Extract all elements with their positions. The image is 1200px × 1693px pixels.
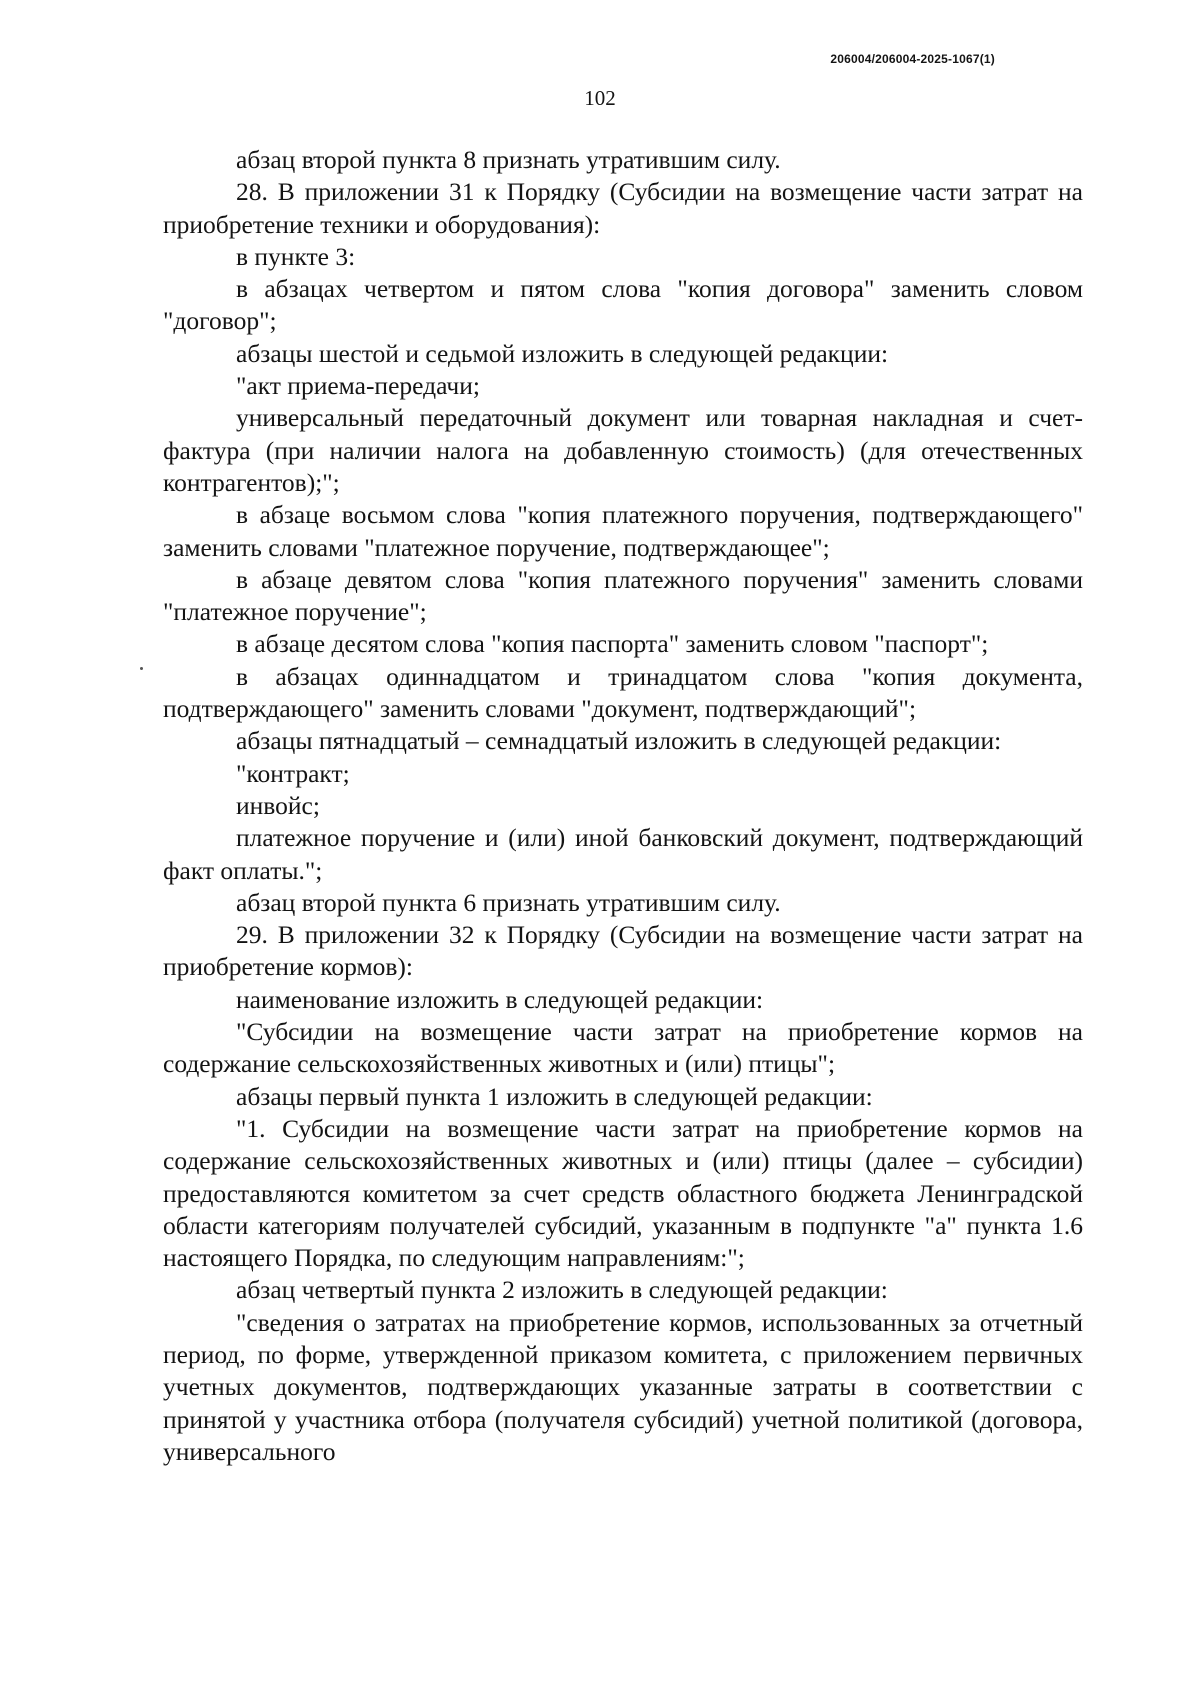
paragraph: "Субсидии на возмещение части затрат на приобретение кормов на содержание сельскохозяйственных животных и (или) птицы"; <box>163 1017 1083 1079</box>
scan-speck <box>140 667 143 670</box>
paragraph: абзацы шестой и седьмой изложить в следующей редакции: <box>236 338 889 368</box>
paragraph: в абзацах одиннадцатом и тринадцатом слова "копия документа, подтверждающего" заменить словами "документ, подтверждающий"; <box>163 661 1083 724</box>
paragraph: "акт приема-передачи; <box>236 371 480 401</box>
page-number: 102 <box>584 86 616 110</box>
paragraph: 29. В приложении 32 к Порядку (Субсидии на возмещение части затрат на приобретение кормов): <box>163 920 1083 982</box>
paragraph: универсальный передаточный документ или товарная накладная и счет-фактура (при наличии налога на добавленную стоимость) (для отечественных контрагентов);"; <box>163 403 1083 497</box>
paragraph: наименование изложить в следующей редакции: <box>236 984 764 1014</box>
paragraph: "сведения о затратах на приобретение кормов, использованных за отчетный период, по форме, утвержденной приказом комитета, с приложением первичных учетных документов, подтверждающих указанные затраты в соответствии с принятой у участника отбора (получателя субсидий) учетной политикой (договора, универсального <box>163 1307 1083 1466</box>
paragraph: абзац четвертый пункта 2 изложить в следующей редакции: <box>236 1275 888 1305</box>
paragraph: в абзаце восьмом слова "копия платежного поручения, подтверждающего" заменить словами "платежное поручение, подтверждающее"; <box>163 500 1083 562</box>
paragraph: абзацы первый пункта 1 изложить в следующей редакции: <box>236 1081 873 1111</box>
document-registration-number: 206004/206004-2025-1067(1) <box>830 52 995 66</box>
paragraph: в абзаце девятом слова "копия платежного поручения" заменить словами "платежное поручение"; <box>163 564 1083 627</box>
paragraph: "1. Субсидии на возмещение части затрат на приобретение кормов на содержание сельскохозяйственных животных и (или) птицы (далее – субсидии) предоставляются комитетом за счет средств областного бюджета Ленинградской области категориям получателей субсидий, указанным в подпункте "а" пункта 1.6 настоящего Порядка, по следующим направлениям:"; <box>163 1113 1083 1273</box>
paragraph: инвойс; <box>236 790 320 820</box>
paragraph: в абзацах четвертом и пятом слова "копия договора" заменить словом "договор"; <box>163 274 1083 336</box>
paragraph: 28. В приложении 31 к Порядку (Субсидии на возмещение части затрат на приобретение техники и оборудования): <box>163 177 1083 239</box>
paragraph: абзац второй пункта 6 признать утратившим силу. <box>236 887 781 917</box>
paragraph: "контракт; <box>236 758 350 788</box>
paragraph: абзац второй пункта 8 признать утратившим силу. <box>236 145 781 174</box>
paragraph: абзацы пятнадцатый – семнадцатый изложить в следующей редакции: <box>236 726 1002 756</box>
paragraph: в пункте 3: <box>236 241 356 271</box>
document-body <box>163 144 1083 1468</box>
paragraph: платежное поручение и (или) иной банковский документ, подтверждающий факт оплаты."; <box>163 823 1083 885</box>
paragraph: в абзаце десятом слова "копия паспорта" заменить словом "паспорт"; <box>236 629 989 659</box>
